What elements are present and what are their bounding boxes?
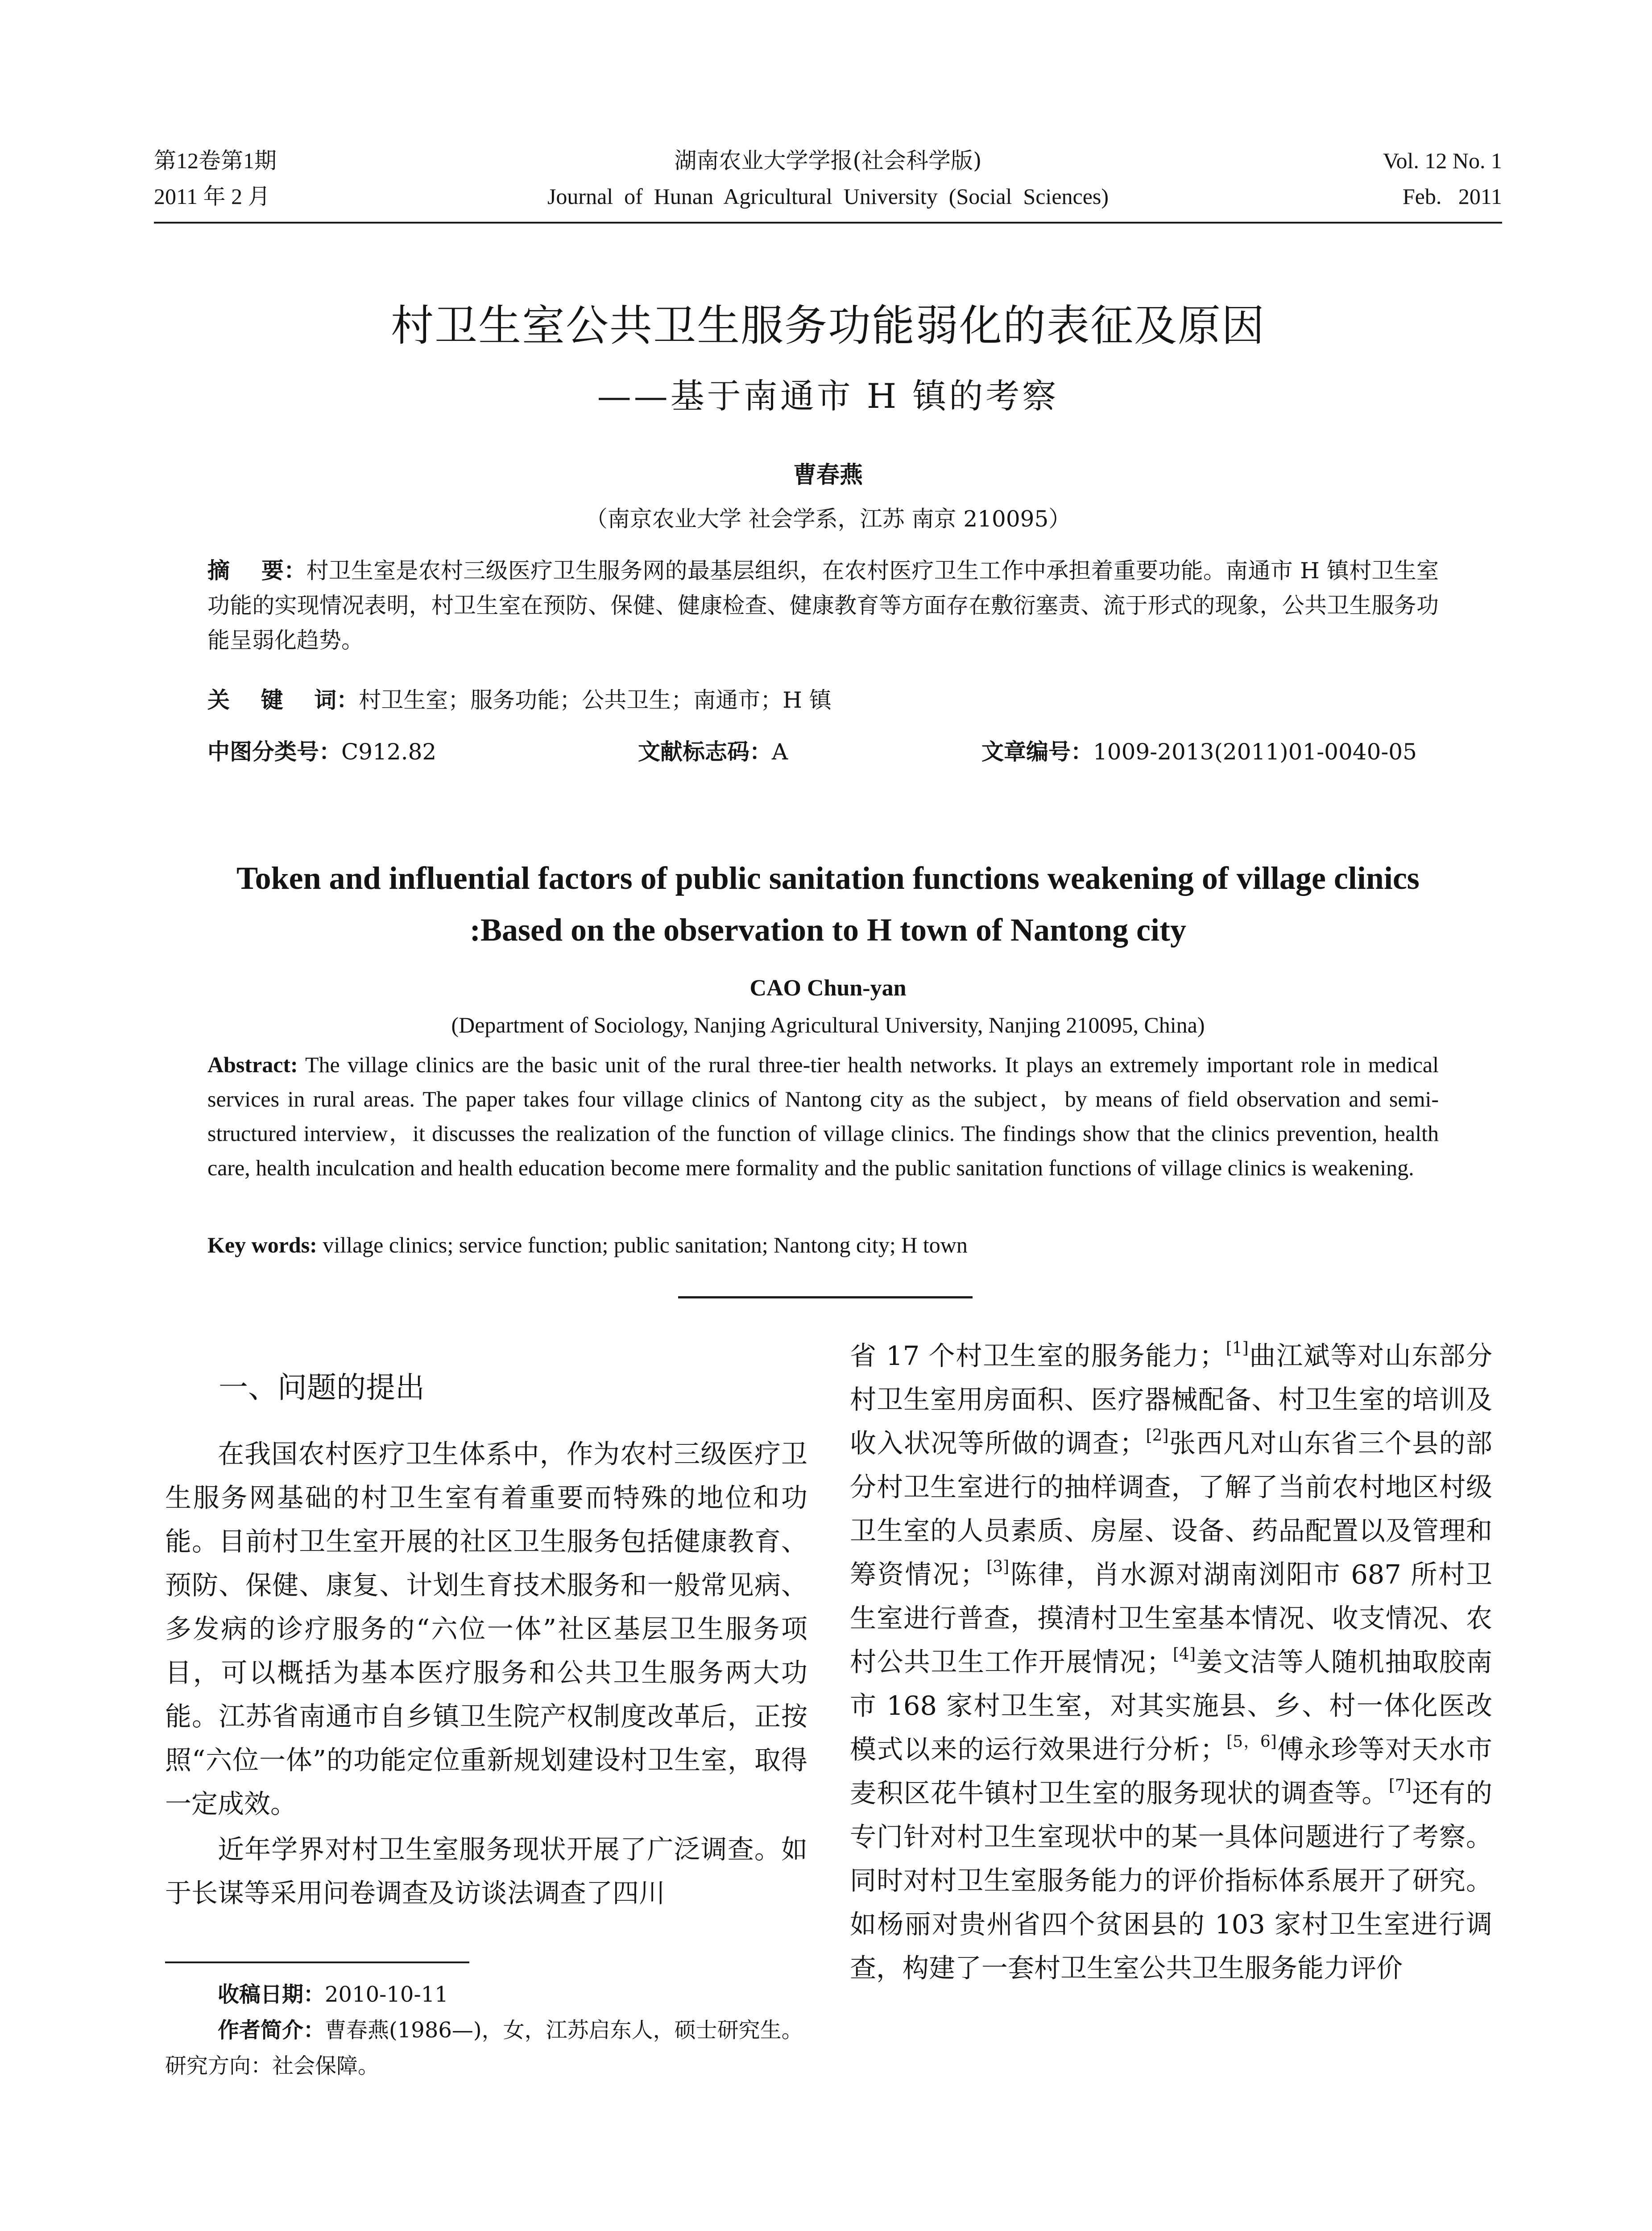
text-run: 张西凡对山东省三个县的部分村卫生室进行的抽样调查，了解了当前农村地区村级卫生室的人员素质、房屋、设备、药品配置以及管理和筹资情况； [850, 1428, 1492, 1590]
document-code-label: 文献标志码： [638, 739, 772, 765]
received-label: 收稿日期： [218, 1982, 325, 2007]
author-bio [165, 2012, 807, 2084]
title-en [154, 852, 1502, 956]
header-date-zh: 2011 年 2 月 [154, 184, 270, 209]
section-heading-1: 一、问题的提出 [219, 1370, 425, 1405]
header-vol-en: Vol. 12 No. 1 [1383, 148, 1502, 173]
footnote-rule [165, 1961, 469, 1963]
document-code [638, 736, 788, 767]
author-zh: 曹春燕 [793, 462, 863, 489]
abstract-en [207, 1048, 1439, 1185]
abstract-en-text: The village clinics are the basic unit of the rural three-tier health networks. It plays an extremely important role in medical services in rural areas. The paper takes four village clinics of Nantong city as the subject，by means of field observation and semi-structured interview，it discusses the realization of the function of village clinics. The findings show that the clinics prevention, health care, health inculcation and health education become mere formality and the public sanitation functions of village clinics is weakening. [207, 1052, 1439, 1180]
document-code-value: A [772, 739, 788, 765]
affiliation-zh: （南京农业大学 社会学系，江苏 南京 210095） [585, 506, 1071, 532]
text-run: 还有的专门针对村卫生室现状中的某一具体问题进行了考察。同时对村卫生室服务能力的评价指标体系展开了研究。如杨丽对贵州省四个贫困县的 103 家村卫生室进行调查，构建了一套村卫生室公共卫生服务能力评价 [850, 1778, 1492, 1983]
keywords-en-text: village clinics; service function; public sanitation; Nantong city; H town [317, 1232, 968, 1257]
abstract-zh-label: 摘 要： [207, 558, 306, 584]
header-journal-en: Journal of Hunan Agricultural University (Social Sciences) [547, 184, 1109, 209]
keywords-en [207, 1228, 1439, 1262]
left-column [165, 1432, 807, 1915]
received-value: 2010-10-11 [325, 1982, 448, 2007]
author-en: CAO Chun-yan [749, 975, 907, 1001]
keywords-en-label: Key words: [207, 1232, 317, 1257]
citation-1: [1] [1226, 1339, 1249, 1357]
article-number-label: 文章编号： [981, 739, 1093, 765]
footnote [165, 1977, 807, 2084]
keywords-zh-label: 关 键 词： [207, 687, 359, 713]
bio-text: 曹春燕(1986—)，女，江苏启东人，硕士研究生。研究方向：社会保障。 [165, 2018, 803, 2078]
header-rule [154, 222, 1502, 224]
header-date-en: Feb. 2011 [1402, 184, 1502, 209]
title-en-line2: :Based on the observation to H town of Nantong city [469, 912, 1186, 948]
article-number-value: 1009-2013(2011)01-0040-05 [1093, 739, 1417, 765]
abstract-zh [207, 553, 1439, 658]
citation-7: [7] [1388, 1776, 1412, 1795]
text-run: 陈律，肖水源对湖南浏阳市 687 所村卫生室进行普查，摸清村卫生室基本情况、收支情况、农村公共卫生工作开展情况； [850, 1559, 1492, 1677]
text-run: 傅永珍等对天水市麦积区花牛镇村卫生室的服务现状的调查等。 [850, 1734, 1492, 1808]
abstract-en-label: Abstract: [207, 1052, 298, 1077]
clc-label: 中图分类号： [207, 739, 341, 765]
citation-2: [2] [1146, 1427, 1169, 1445]
article-number [981, 736, 1417, 767]
header-journal-zh: 湖南农业大学学报(社会科学版) [674, 148, 982, 174]
header-volume: 第12卷第1期 [154, 148, 277, 173]
received-date [165, 1977, 807, 2012]
clc-number [207, 736, 436, 767]
clc-value: C912.82 [341, 739, 437, 765]
affiliation-en: (Department of Sociology, Nanjing Agricultural University, Nanjing 210095, China) [451, 1012, 1205, 1037]
abstract-zh-text: 村卫生室是农村三级医疗卫生服务网的最基层组织，在农村医疗卫生工作中承担着重要功能。南通市 H 镇村卫生室功能的实现情况表明，村卫生室在预防、保健、健康检查、健康教育等方面存在敷衍塞责、流于形式的现象，公共卫生服务功能呈弱化趋势。 [207, 558, 1439, 653]
paragraph-2: 近年学界对村卫生室服务现状开展了广泛调查。如于长谋等采用问卷调查及访谈法调查了四川 [165, 1834, 807, 1908]
keywords-zh [207, 683, 1439, 717]
text-run: 姜文洁等人随机抽取胶南市 168 家村卫生室，对其实施县、乡、村一体化医改模式以来的运行效果进行分析； [850, 1646, 1492, 1765]
text-run: 曲江斌等对山东部分村卫生室用房面积、医疗器械配备、村卫生室的培训及收入状况等所做的调查； [850, 1340, 1492, 1459]
right-column [850, 1334, 1492, 1990]
keywords-zh-text: 村卫生室；服务功能；公共卫生；南通市；H 镇 [359, 687, 832, 713]
citation-5-6: [5，6] [1226, 1733, 1277, 1751]
citation-4: [4] [1173, 1645, 1196, 1663]
abstract-separator-rule [678, 1296, 973, 1298]
title-en-line1: Token and influential factors of public sanitation functions weakening of village clinics [236, 860, 1420, 896]
subtitle-zh: ——基于南通市 H 镇的考察 [597, 376, 1059, 416]
paragraph-1: 在我国农村医疗卫生体系中，作为农村三级医疗卫生服务网基础的村卫生室有着重要而特殊的地位和功能。目前村卫生室开展的社区卫生服务包括健康教育、预防、保健、康复、计划生育技术服务和一般常见病、多发病的诊疗服务的“六位一体”社区基层卫生服务项目，可以概括为基本医疗服务和公共卫生服务两大功能。江苏省南通市自乡镇卫生院产权制度改革后，正按照“六位一体”的功能定位重新规划建设村卫生室，取得一定成效。 [165, 1439, 807, 1819]
text-run: 省 17 个村卫生室的服务能力； [850, 1340, 1226, 1371]
bio-label: 作者简介： [218, 2018, 325, 2043]
title-zh: 村卫生室公共卫生服务功能弱化的表征及原因 [391, 301, 1265, 351]
citation-3: [3] [986, 1558, 1010, 1576]
paragraph-3 [850, 1334, 1492, 1990]
